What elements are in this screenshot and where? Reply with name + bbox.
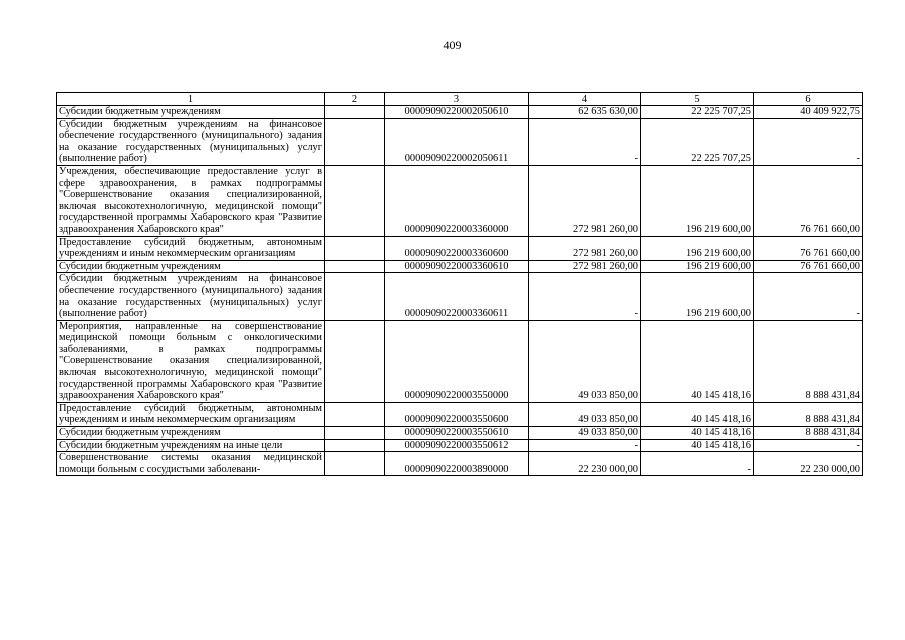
table-row [57,260,863,273]
row-value-4: 272 981 260,00 [529,236,641,260]
row-description: Совершенствование системы оказания медицинской помощи больным с сосудистыми заболевани- [57,452,325,476]
row-col2 [325,320,385,402]
column-header: 6 [754,93,863,106]
row-description: Предоставление субсидий бюджетным, автономным учреждениям и иным некоммерческим организациям [57,236,325,260]
row-value-5: 40 145 418,16 [641,439,754,452]
row-code: 00009090220003550600 [385,402,529,426]
table-row [57,439,863,452]
row-value-6: - [754,439,863,452]
row-col2 [325,427,385,440]
row-value-5: - [641,452,754,476]
row-col2 [325,273,385,320]
row-description: Субсидии бюджетным учреждениям [57,106,325,119]
row-value-5: 196 219 600,00 [641,260,754,273]
page-number: 409 [443,38,462,52]
row-col2 [325,236,385,260]
row-value-5: 22 225 707,25 [641,118,754,165]
budget-table [56,92,863,476]
row-col2 [325,260,385,273]
table-row [57,106,863,119]
row-col2 [325,118,385,165]
row-code: 00009090220003360610 [385,260,529,273]
row-value-4: 49 033 850,00 [529,427,641,440]
table-header-row [57,93,863,106]
row-col2 [325,106,385,119]
row-code: 00009090220003360600 [385,236,529,260]
row-value-6: 8 888 431,84 [754,427,863,440]
row-description: Субсидии бюджетным учреждениям [57,427,325,440]
row-code: 00009090220003360611 [385,273,529,320]
row-value-4: 272 981 260,00 [529,260,641,273]
row-value-4: 272 981 260,00 [529,165,641,236]
row-description: Субсидии бюджетным учреждениям на финансовое обеспечение государственного (муниципального) задания на оказание государственных (муниципальных) услуг (выполнение работ) [57,118,325,165]
table-row [57,236,863,260]
table-row [57,273,863,320]
row-value-4: 49 033 850,00 [529,320,641,402]
row-description: Учреждения, обеспечивающие предоставление услуг в сфере здравоохранения, в рамках подпрограммы "Совершенствование оказания специализированной, включая высокотехнологичную, медицинской помощи" государственной программы Хабаровского края "Развитие здравоохранения Хабаровского края" [57,165,325,236]
row-value-5: 40 145 418,16 [641,320,754,402]
row-value-4: 49 033 850,00 [529,402,641,426]
row-description: Субсидии бюджетным учреждениям на финансовое обеспечение государственного (муниципального) задания на оказание государственных (муниципальных) услуг (выполнение работ) [57,273,325,320]
row-col2 [325,439,385,452]
table-row [57,165,863,236]
row-description: Субсидии бюджетным учреждениям [57,260,325,273]
row-value-6: 76 761 660,00 [754,260,863,273]
row-value-5: 196 219 600,00 [641,236,754,260]
row-value-6: 8 888 431,84 [754,320,863,402]
table-row [57,118,863,165]
row-code: 00009090220002050610 [385,106,529,119]
row-code: 00009090220002050611 [385,118,529,165]
row-col2 [325,452,385,476]
row-value-6: 76 761 660,00 [754,236,863,260]
row-value-6: 40 409 922,75 [754,106,863,119]
row-value-6: 22 230 000,00 [754,452,863,476]
row-value-5: 196 219 600,00 [641,165,754,236]
row-value-4: - [529,439,641,452]
column-header: 1 [57,93,325,106]
column-header: 4 [529,93,641,106]
row-value-5: 196 219 600,00 [641,273,754,320]
table-row [57,452,863,476]
column-header: 5 [641,93,754,106]
row-value-6: 76 761 660,00 [754,165,863,236]
column-header: 2 [325,93,385,106]
row-code: 00009090220003360000 [385,165,529,236]
row-description: Мероприятия, направленные на совершенствование медицинской помощи больным с онкологическими заболеваниями, в рамках подпрограммы "Совершенствование оказания специализированной, включая высокотехнологичную, медицинской помощи" государственной программы Хабаровского края "Развитие здравоохранения Хабаровского края" [57,320,325,402]
table-row [57,402,863,426]
row-col2 [325,165,385,236]
row-value-6: 8 888 431,84 [754,402,863,426]
row-value-5: 40 145 418,16 [641,427,754,440]
row-code: 00009090220003550610 [385,427,529,440]
row-value-4: - [529,118,641,165]
row-description: Субсидии бюджетным учреждениям на иные цели [57,439,325,452]
column-header: 3 [385,93,529,106]
row-col2 [325,402,385,426]
row-value-6: - [754,118,863,165]
table-row [57,427,863,440]
row-value-4: 22 230 000,00 [529,452,641,476]
row-description: Предоставление субсидий бюджетным, автономным учреждениям и иным некоммерческим организациям [57,402,325,426]
row-value-6: - [754,273,863,320]
row-value-4: 62 635 630,00 [529,106,641,119]
table-row [57,320,863,402]
row-value-5: 22 225 707,25 [641,106,754,119]
row-value-4: - [529,273,641,320]
row-code: 00009090220003890000 [385,452,529,476]
row-value-5: 40 145 418,16 [641,402,754,426]
row-code: 00009090220003550612 [385,439,529,452]
row-code: 00009090220003550000 [385,320,529,402]
